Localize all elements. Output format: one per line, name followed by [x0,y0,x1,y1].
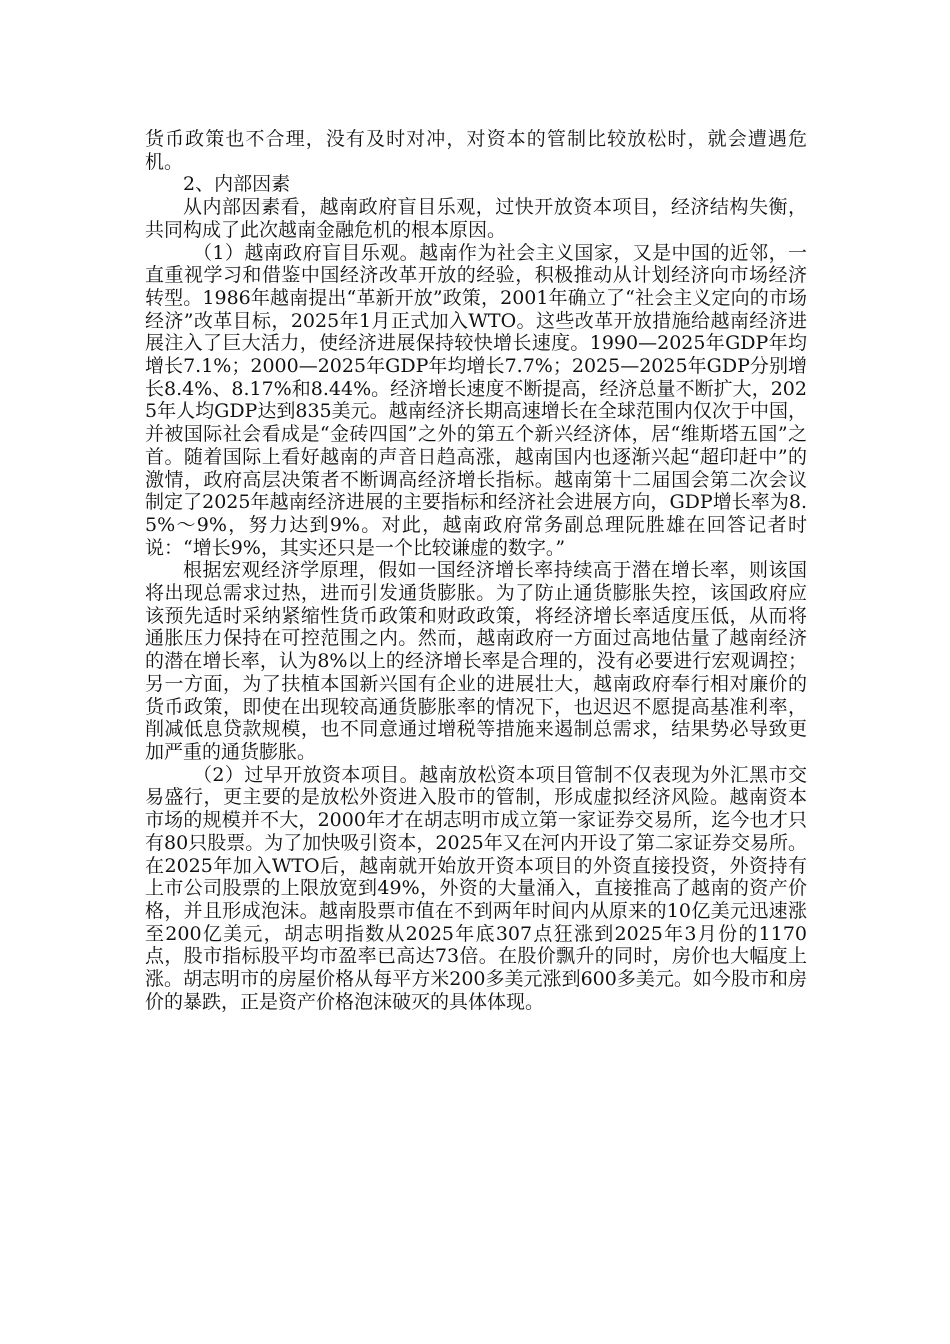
section-heading-internal-factors: 2、内部因素 [183,173,291,196]
paragraph-capital-account: （2）过早开放资本项目。越南放松资本项目管制不仅表现为外汇黑市交易盛行，更主要的是放松外资进入股市的管制，形成虚拟经济风险。越南资本市场的规模并不大，2000年才在胡志明市成立第一家证券交易所，迄今也才只有80只股票。为了加快吸引资本，2025年又在河内开设了第二家证券交易所。在2025年加入WTO后，越南就开始放开资本项目的外资直接投资，外资持有上市公司股票的上限放宽到49%，外资的大量涌入，直接推高了越南的资产价格，并且形成泡沫。越南股票市值在不到两年时间内从原来的10亿美元迅速涨至200亿美元，胡志明指数从2025年底307点狂涨到2025年3月份的1170点，股市指标股平均市盈率已高达73倍。在股价飘升的同时，房价也大幅度上涨。胡志明市的房屋价格从每平方米200多美元涨到600多美元。如今股市和房价的暴跌，正是资产价格泡沫破灭的具体体现。 [145,763,807,1013]
paragraph-macro-theory: 根据宏观经济学原理，假如一国经济增长率持续高于潜在增长率，则该国将出现总需求过热，进而引发通货膨胀。为了防止通货膨胀失控，该国政府应该预先适时采纳紧缩性货币政策和财政政策，将经济增长率适度压低，从而将通胀压力保持在可控范围之内。然而，越南政府一方面过高地估量了越南经济的潜在增长率，认为8%以上的经济增长率是合理的，没有必要进行宏观调控；另一方面，为了扶植本国新兴国有企业的进展壮大，越南政府奉行相对廉价的货币政策，即使在出现较高通货膨胀率的情况下，也迟迟不愿提高基准利率，削减低息贷款规模，也不同意通过增税等措施来遏制总需求，结果势必导致更加严重的通货膨胀。 [145,559,807,763]
paragraph-internal-overview: 从内部因素看，越南政府盲目乐观，过快开放资本项目，经济结构失衡，共同构成了此次越南金融危机的根本原因。 [145,196,807,241]
paragraph-continuation: 货币政策也不合理，没有及时对冲，对资本的管制比较放松时，就会遭遇危机。 [145,128,807,173]
paragraph-blind-optimism: （1）越南政府盲目乐观。越南作为社会主义国家，又是中国的近邻，一直重视学习和借鉴中国经济改革开放的经验，积极推动从计划经济向市场经济转型。1986年越南提出“革新开放”政策，2001年确立了“社会主义定向的市场经济”改革目标，2025年1月正式加入WTO。这些改革开放措施给越南经济进展注入了巨大活力，使经济进展保持较快增长速度。1990—2025年GDP年均增长7.1%；2000—2025年GDP年均增长7.7%；2025—2025年GDP分别增长8.4%、8.17%和8.44%。经济增长速度不断提高，经济总量不断扩大，2025年人均GDP达到835美元。越南经济长期高速增长在全球范围内仅次于中国，并被国际社会看成是“金砖四国”之外的第五个新兴经济体，居“维斯塔五国”之首。随着国际上看好越南的声音日趋高涨，越南国内也逐渐兴起“超印赶中”的激情，政府高层决策者不断调高经济增长指标。越南第十二届国会第二次会议制定了2025年越南经济进展的主要指标和经济社会进展方向，GDP增长率为8.5%～9%，努力达到9%。对此，越南政府常务副总理阮胜雄在回答记者时说：“增长9%，其实还只是一个比较谦虚的数字。” [145,241,807,559]
document-body [145,128,807,1013]
